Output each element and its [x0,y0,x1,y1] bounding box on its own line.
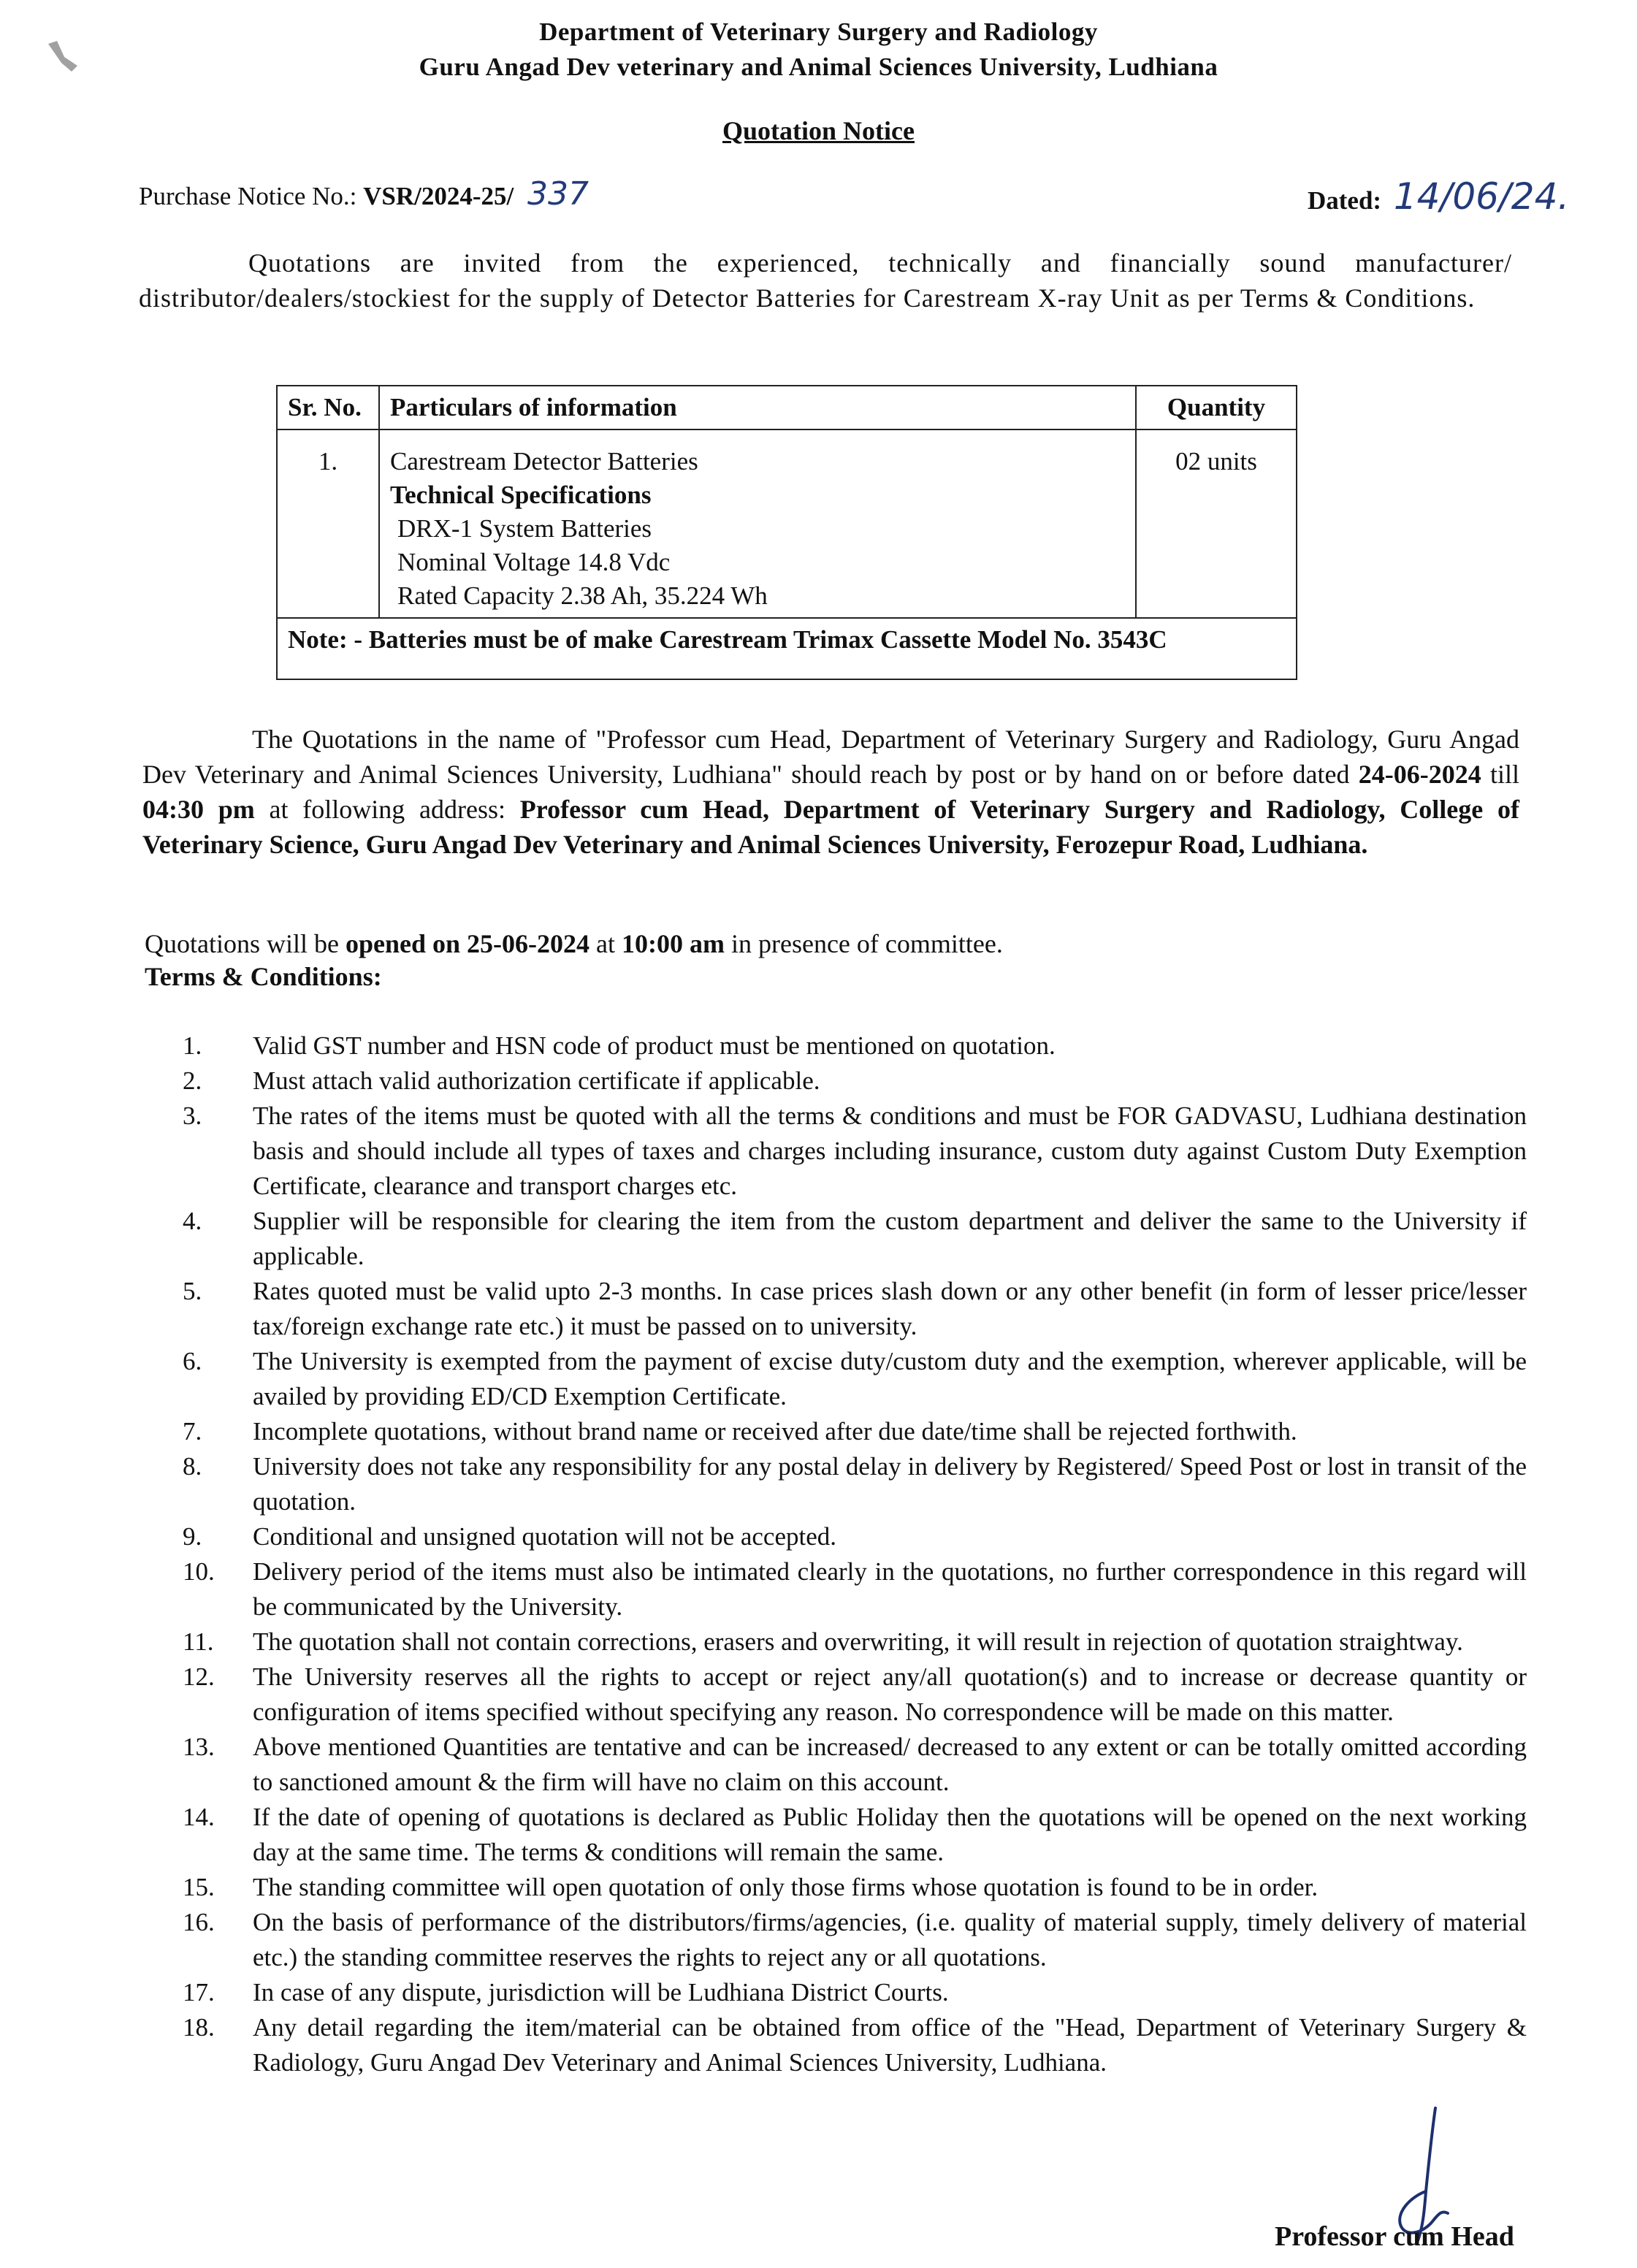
term-text: Delivery period of the items must also be intimated clearly in the quotations, no further correspondence in this regard will be communicated by the University. [253,1557,1527,1621]
signatory-title: Professor cum Head [1275,2221,1514,2252]
opening-time: 10:00 am [622,929,725,958]
submission-paragraph [142,722,1519,862]
term-number: 9. [183,1522,202,1551]
term-number: 1. [183,1031,202,1060]
term-text: Valid GST number and HSN code of product must be mentioned on quotation. [253,1031,1056,1060]
term-text: If the date of opening of quotations is declared as Public Holiday then the quotations will be opened on the next working day at the same time. The terms & conditions will remain the same. [253,1803,1527,1866]
opening-paragraph [145,926,1518,961]
term-number: 10. [183,1557,215,1586]
opening-text-e: in presence of committee. [724,929,1003,958]
list-item [183,2010,1527,2080]
purchase-notice-number [139,175,589,213]
table-row [277,429,1297,618]
intro-text: Quotations are invited from the experienced, technically and financially sound manufacturer/ distributor/dealers/stockiest for the supply of Detector Batteries for Carestream X-ray Unit as per Terms & Conditions. [139,248,1512,313]
spec-item: Rated Capacity 2.38 Ah, 35.224 Wh [397,581,768,610]
term-text: The standing committee will open quotation of only those firms whose quotation is found to be in order. [253,1873,1319,1901]
list-item [183,1519,1527,1554]
department-heading: Department of Veterinary Surgery and Radiology [539,18,1098,46]
term-number: 12. [183,1662,215,1691]
item-table [276,385,1297,680]
term-number: 3. [183,1101,202,1130]
submission-address: Professor cum Head, Department of Veterinary Surgery and Radiology, College of Veterinary Science, Guru Angad Dev Veterinary and Animal Sciences University, Ferozepur Road, Ludhiana. [142,795,1520,859]
list-item [183,1554,1527,1624]
term-number: 11. [183,1627,214,1656]
opening-date: opened on 25-06-2024 [345,929,590,958]
list-item [183,1064,1527,1099]
list-item [183,1870,1527,1905]
term-text: The rates of the items must be quoted with all the terms & conditions and must be FOR GADVASU, Ludhiana destination basis and should include all types of taxes and charges including insurance, custom duty against Custom Duty Exemption Certificate, clearance and transport charges etc. [253,1101,1527,1200]
table-cell-sr: 1. [277,429,379,618]
list-item [183,1099,1527,1204]
term-text: Above mentioned Quantities are tentative and can be increased/ decreased to any extent or can be totally omitted according to sanctioned amount & the firm will have no claim on this account. [253,1733,1527,1796]
notice-date [1308,175,1569,218]
intro-paragraph [139,245,1512,316]
term-number: 2. [183,1066,202,1095]
term-text: Must attach valid authorization certificate if applicable. [253,1066,820,1095]
table-cell-quantity: 02 units [1136,429,1297,618]
term-number: 14. [183,1803,215,1831]
term-text: The University reserves all the rights to accept or reject any/all quotation(s) and to increase or decrease quantity or configuration of items specified without specifying any reason. No correspondence will be made on this matter. [253,1662,1527,1726]
submission-text-c: at following address: [254,795,520,824]
term-text: The University is exempted from the payment of excise duty/custom duty and the exemption, wherever applicable, will be availed by providing ED/CD Exemption Certificate. [253,1347,1527,1410]
list-item [183,1800,1527,1870]
item-name: Carestream Detector Batteries [390,447,698,476]
term-text: Conditional and unsigned quotation will not be accepted. [253,1522,837,1551]
list-item [183,1905,1527,1975]
table-header-quantity: Quantity [1136,386,1297,429]
university-heading: Guru Angad Dev veterinary and Animal Sciences University, Ludhiana [419,53,1218,81]
page-title: Quotation Notice [722,116,915,145]
submission-time: 04:30 pm [142,795,255,824]
term-number: 7. [183,1417,202,1446]
term-text: University does not take any responsibility for any postal delay in delivery by Registered/ Speed Post or lost in transit of the quotation. [253,1452,1527,1516]
term-number: 6. [183,1347,202,1375]
term-number: 5. [183,1277,202,1305]
term-text: Incomplete quotations, without brand name or received after due date/time shall be rejected forthwith. [253,1417,1297,1446]
submission-date: 24-06-2024 [1358,760,1481,789]
table-header-particulars: Particulars of information [379,386,1136,429]
dated-label: Dated: [1308,186,1382,215]
term-text: On the basis of performance of the distributors/firms/agencies, (i.e. quality of material supply, timely delivery of material etc.) the standing committee reserves the rights to reject any or all quotations. [253,1908,1527,1971]
term-number: 18. [183,2013,215,2042]
term-number: 4. [183,1207,202,1235]
purchase-notice-label: Purchase Notice No.: [139,182,364,210]
purchase-notice-prefix: VSR/2024-25/ [363,182,514,210]
list-item [183,1730,1527,1800]
list-item [183,1624,1527,1660]
term-number: 16. [183,1908,215,1936]
list-item [183,1274,1527,1344]
term-number: 17. [183,1978,215,2007]
submission-text-b: till [1481,760,1519,789]
spec-list [390,512,1125,613]
term-text: Supplier will be responsible for clearing the item from the custom department and deliver the same to the University if applicable. [253,1207,1527,1270]
term-text: The quotation shall not contain corrections, erasers and overwriting, it will result in rejection of quotation straightway. [253,1627,1463,1656]
submission-text-a: The Quotations in the name of "Professor cum Head, Department of Veterinary Surgery and Radiology, Guru Angad Dev Veterinary and Animal Sciences University, Ludhiana" should reach by post or by hand on or before dated [142,725,1519,789]
list-item [183,1414,1527,1449]
spec-item: DRX-1 System Batteries [397,514,652,543]
table-cell-particulars [379,429,1136,618]
list-item [183,1344,1527,1414]
term-text: Rates quoted must be valid upto 2-3 months. In case prices slash down or any other benefit (in form of lesser price/lesser tax/foreign exchange rate etc.) it must be passed on to university. [253,1277,1527,1340]
list-item [183,1449,1527,1519]
opening-text-c: at [589,929,622,958]
list-item [183,1204,1527,1274]
terms-heading: Terms & Conditions: [145,962,382,991]
table-note: Note: - Batteries must be of make Carestream Trimax Cassette Model No. 3543C [277,618,1297,679]
terms-list [183,1028,1527,2080]
table-header-row [277,386,1297,429]
submission-text [142,722,1519,862]
list-item [183,1660,1527,1730]
handwritten-date: 14/06/24. [1393,175,1570,218]
opening-text-a: Quotations will be [145,929,346,958]
table-note-row [277,618,1297,679]
table-header-sr: Sr. No. [277,386,379,429]
list-item [183,1975,1527,2010]
term-text: In case of any dispute, jurisdiction will be Ludhiana District Courts. [253,1978,949,2007]
term-text: Any detail regarding the item/material can be obtained from office of the "Head, Department of Veterinary Surgery & Radiology, Guru Angad Dev Veterinary and Animal Sciences University, Ludhiana. [253,2013,1527,2077]
term-number: 13. [183,1733,215,1761]
handwritten-notice-number: 337 [527,175,589,213]
list-item [183,1028,1527,1064]
term-number: 8. [183,1452,202,1481]
spec-item: Nominal Voltage 14.8 Vdc [397,548,671,576]
spec-title: Technical Specifications [390,481,652,509]
term-number: 15. [183,1873,215,1901]
